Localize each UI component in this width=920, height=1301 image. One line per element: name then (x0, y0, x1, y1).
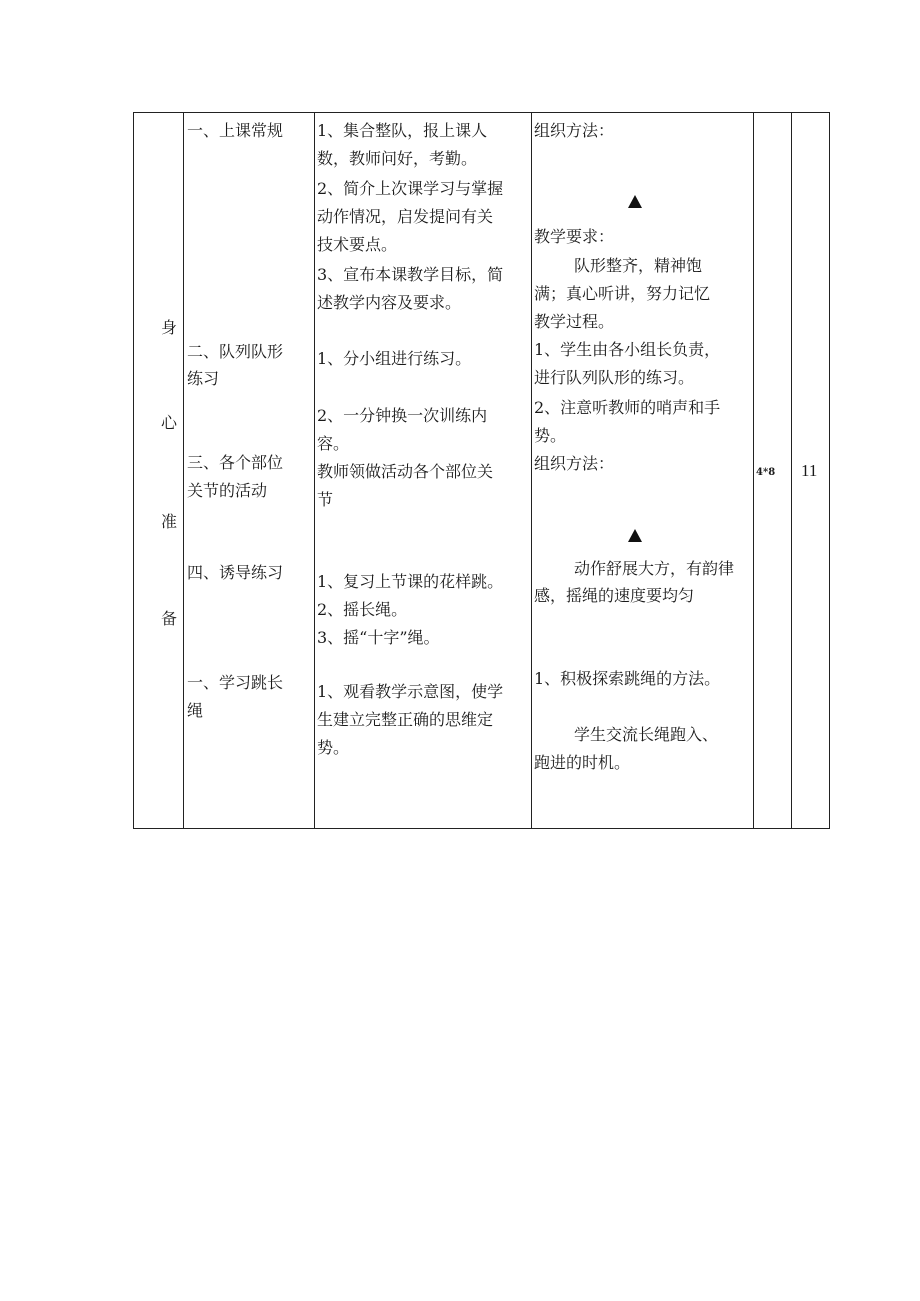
step-text: 势。 (317, 738, 350, 757)
step-text: 1、复习上节课的花样跳。 (317, 572, 504, 591)
org-text: 2、注意听教师的哨声和手 (534, 398, 721, 417)
org-text: 组织方法： (534, 121, 615, 140)
org-text: 组织方法： (534, 454, 615, 473)
step-text: 2、简介上次课学习与掌握 (317, 179, 504, 198)
org-text: 跑进的时机。 (534, 753, 631, 772)
step-text: 2、摇长绳。 (317, 600, 408, 619)
stage-char: 身 (160, 318, 177, 337)
org-text: 教学过程。 (534, 312, 615, 331)
step-text: 述教学内容及要求。 (317, 293, 462, 312)
org-text: 势。 (534, 426, 567, 445)
lesson-plan-table (133, 112, 830, 829)
content-item: 一、上课常规 (187, 121, 284, 140)
content-item: 三、各个部位 (187, 453, 284, 472)
column-divider (791, 113, 792, 828)
content-item: 关节的活动 (187, 481, 268, 500)
stage-char: 备 (160, 609, 177, 628)
step-text: 1、观看教学示意图，使学 (317, 682, 504, 701)
column-divider (314, 113, 315, 828)
formation-triangle-icon (628, 195, 642, 208)
column-divider (531, 113, 532, 828)
org-text: 1、学生由各小组长负责， (534, 340, 721, 359)
stage-char: 准 (160, 512, 177, 531)
content-item: 二、队列队形 (187, 342, 284, 361)
content-item: 绳 (187, 701, 204, 720)
content-item: 四、诱导练习 (187, 563, 284, 582)
org-text: 感，摇绳的速度要均匀 (534, 586, 695, 605)
step-text: 容。 (317, 434, 350, 453)
content-item: 练习 (187, 369, 220, 388)
step-text: 节 (317, 490, 334, 509)
step-text: 2、一分钟换一次训练内 (317, 406, 488, 425)
step-text: 动作情况，启发提问有关 (317, 207, 494, 226)
column-divider (753, 113, 754, 828)
time-value: 4*8 (756, 467, 776, 478)
column-divider (183, 113, 184, 828)
org-text: 动作舒展大方，有韵律 (574, 559, 735, 578)
step-text: 1、分小组进行练习。 (317, 349, 472, 368)
org-text: 学生交流长绳跑入、 (574, 725, 719, 744)
step-text: 教师领做活动各个部位关 (317, 462, 494, 481)
stage-char: 心 (160, 413, 177, 432)
step-text: 技术要点。 (317, 235, 398, 254)
org-text: 1、积极探索跳绳的方法。 (534, 669, 721, 688)
step-text: 数，教师问好，考勤。 (317, 149, 478, 168)
org-text: 满；真心听讲，努力记忆 (534, 284, 711, 303)
step-text: 3、摇“十字”绳。 (317, 628, 440, 647)
step-text: 生建立完整正确的思维定 (317, 710, 494, 729)
org-text: 队形整齐，精神饱 (574, 256, 703, 275)
content-item: 一、学习跳长 (187, 673, 284, 692)
step-text: 3、宣布本课教学目标，简 (317, 265, 504, 284)
count-value: 11 (801, 461, 818, 480)
formation-triangle-icon (628, 529, 642, 542)
org-text: 教学要求： (534, 227, 615, 246)
org-text: 进行队列队形的练习。 (534, 368, 695, 387)
step-text: 1、集合整队，报上课人 (317, 121, 488, 140)
